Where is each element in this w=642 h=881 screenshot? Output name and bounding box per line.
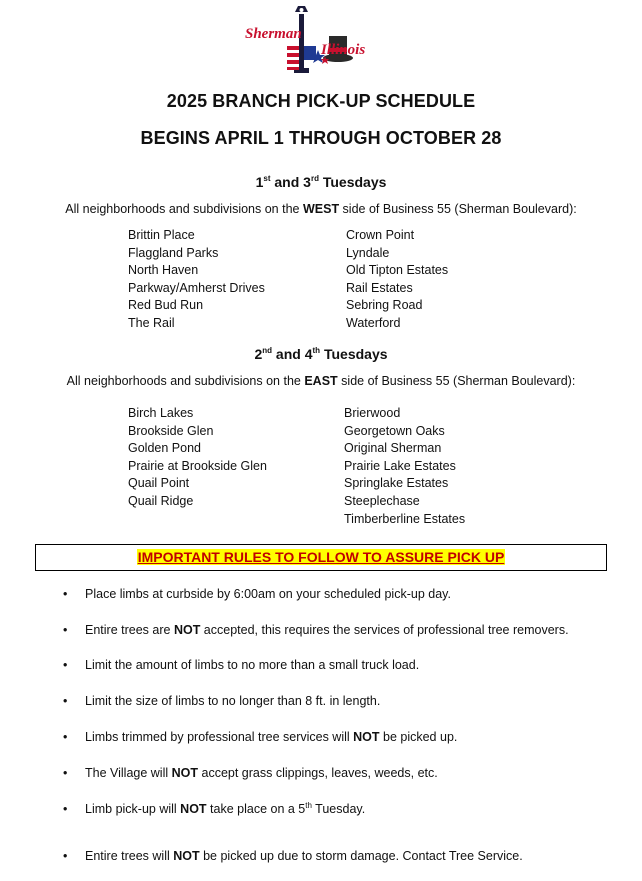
sherman-illinois-logo — [243, 6, 398, 76]
bullet-icon: • — [63, 623, 68, 637]
list-item: Prairie Lake Estates — [344, 458, 456, 473]
bullet-icon: • — [63, 802, 68, 816]
list-item: Brierwood — [344, 406, 401, 420]
list-item: Birch Lakes — [128, 406, 194, 420]
bullet-icon: • — [63, 849, 68, 863]
section1-left-list — [128, 227, 265, 333]
list-item: Quail Point — [128, 476, 190, 491]
bullet-icon: • — [63, 730, 68, 744]
list-item: Rail Estates — [346, 280, 413, 295]
section1-heading: 1st and 3rd Tuesdays — [255, 174, 387, 190]
document-subtitle: BEGINS APRIL 1 THROUGH OCTOBER 28 — [140, 128, 502, 148]
list-item: Old Tipton Estates — [346, 263, 449, 278]
bullet-icon: • — [63, 766, 68, 780]
list-item: North Haven — [128, 263, 199, 278]
section2-intro: All neighborhoods and subdivisions on the EAST side of Business 55 (Sherman Boulevard): — [66, 374, 576, 388]
section2-left-list — [128, 405, 267, 511]
list-item: Flaggland Parks — [128, 245, 219, 260]
list-item: Original Sherman — [344, 441, 442, 456]
list-item: Prairie at Brookside Glen — [128, 458, 267, 473]
list-item: Sebring Road — [346, 298, 423, 313]
list-item: Timberberline Estates — [344, 511, 466, 526]
section2-right-list — [344, 405, 465, 528]
logo-graphic — [243, 6, 398, 76]
list-item: Parkway/Amherst Drives — [128, 280, 265, 295]
section2-heading: 2nd and 4th Tuesdays — [254, 346, 388, 362]
list-item: Georgetown Oaks — [344, 423, 445, 438]
list-item: Brittin Place — [128, 228, 195, 242]
list-item: Lyndale — [346, 245, 390, 260]
logo-word-sherman: Sherman — [245, 26, 302, 42]
section1-intro: All neighborhoods and subdivisions on the WEST side of Business 55 (Sherman Boulevard): — [65, 202, 577, 216]
document-title: 2025 BRANCH PICK-UP SCHEDULE — [166, 91, 476, 111]
bullet-icon: • — [63, 658, 68, 672]
rules-heading: IMPORTANT RULES TO FOLLOW TO ASSURE PICK UP — [137, 549, 505, 565]
list-item: Steeplechase — [344, 493, 420, 508]
list-item: Red Bud Run — [128, 298, 204, 313]
section1-right-list — [346, 227, 448, 333]
list-item: Waterford — [346, 315, 401, 330]
rules-heading-box — [35, 544, 607, 571]
list-item: Springlake Estates — [344, 476, 449, 491]
list-item: Quail Ridge — [128, 493, 194, 508]
bullet-icon: • — [63, 694, 68, 708]
list-item: Brookside Glen — [128, 423, 214, 438]
list-item: The Rail — [128, 315, 175, 330]
list-item: Golden Pond — [128, 441, 201, 456]
bullet-icon: • — [63, 587, 68, 601]
logo-word-illinois: Illinois — [321, 42, 366, 58]
list-item: Crown Point — [346, 228, 415, 242]
